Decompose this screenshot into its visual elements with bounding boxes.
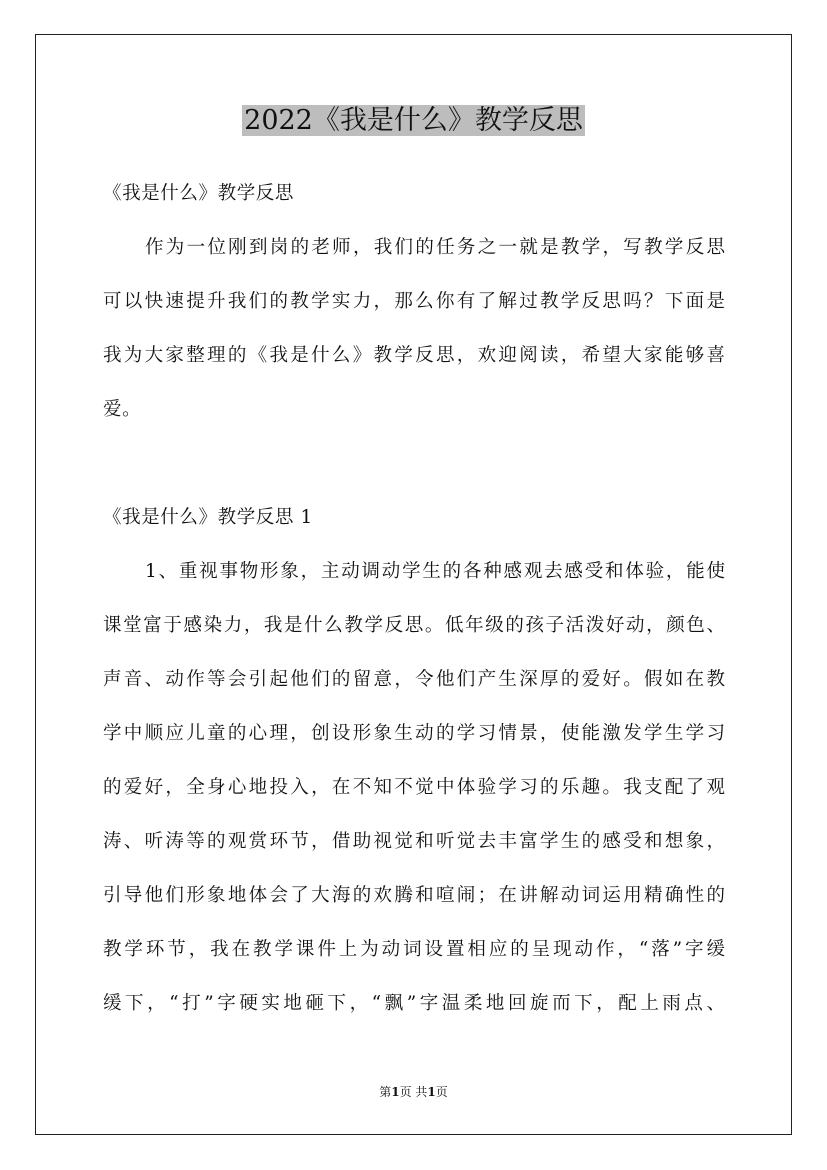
body-line-2: 课堂富于感染力，我是什么教学反思。低年级的孩子活泼好动，颜色、 — [103, 615, 725, 636]
document-title-text: 2022《我是什么》教学反思 — [244, 105, 583, 136]
document-title — [0, 102, 827, 140]
section-heading: 《我是什么》教学反思 1 — [103, 507, 313, 528]
footer-current-page: 1 — [391, 1085, 400, 1099]
footer-prefix: 第 — [379, 1085, 392, 1099]
body-line-1: 1、重视事物形象，主动调动学生的各种感观去感受和体验，能使 — [145, 561, 725, 582]
body-line-9: 缓下，“打”字硬实地砸下，“飘”字温柔地回旋而下，配上雨点、 — [103, 993, 725, 1014]
footer-suffix: 页 — [435, 1085, 448, 1099]
body-line-6: 涛、听涛等的观赏环节，借助视觉和听觉去丰富学生的感受和想象， — [103, 831, 725, 852]
intro-line-2: 可以快速提升我们的教学实力，那么你有了解过教学反思吗？下面是 — [103, 291, 725, 312]
footer-middle: 页 共 — [399, 1085, 428, 1099]
intro-line-1: 作为一位刚到岗的老师，我们的任务之一就是教学，写教学反思 — [145, 237, 725, 258]
document-subtitle: 《我是什么》教学反思 — [103, 183, 295, 204]
body-line-4: 学中顺应儿童的心理，创设形象生动的学习情景，使能激发学生学习 — [103, 723, 725, 744]
body-line-3: 声音、动作等会引起他们的留意，令他们产生深厚的爱好。假如在教 — [103, 669, 725, 690]
footer-total-pages: 1 — [427, 1085, 436, 1099]
intro-line-4: 爱。 — [103, 399, 142, 420]
intro-line-3: 我为大家整理的《我是什么》教学反思，欢迎阅读，希望大家能够喜 — [103, 345, 725, 366]
body-line-8: 教学环节，我在教学课件上为动词设置相应的呈现动作，“落”字缓 — [103, 939, 725, 960]
body-line-7: 引导他们形象地体会了大海的欢腾和喧闹；在讲解动词运用精确性的 — [103, 885, 725, 906]
body-line-5: 的爱好，全身心地投入，在不知不觉中体验学习的乐趣。我支配了观 — [103, 777, 725, 798]
page-number-footer — [0, 1084, 827, 1100]
